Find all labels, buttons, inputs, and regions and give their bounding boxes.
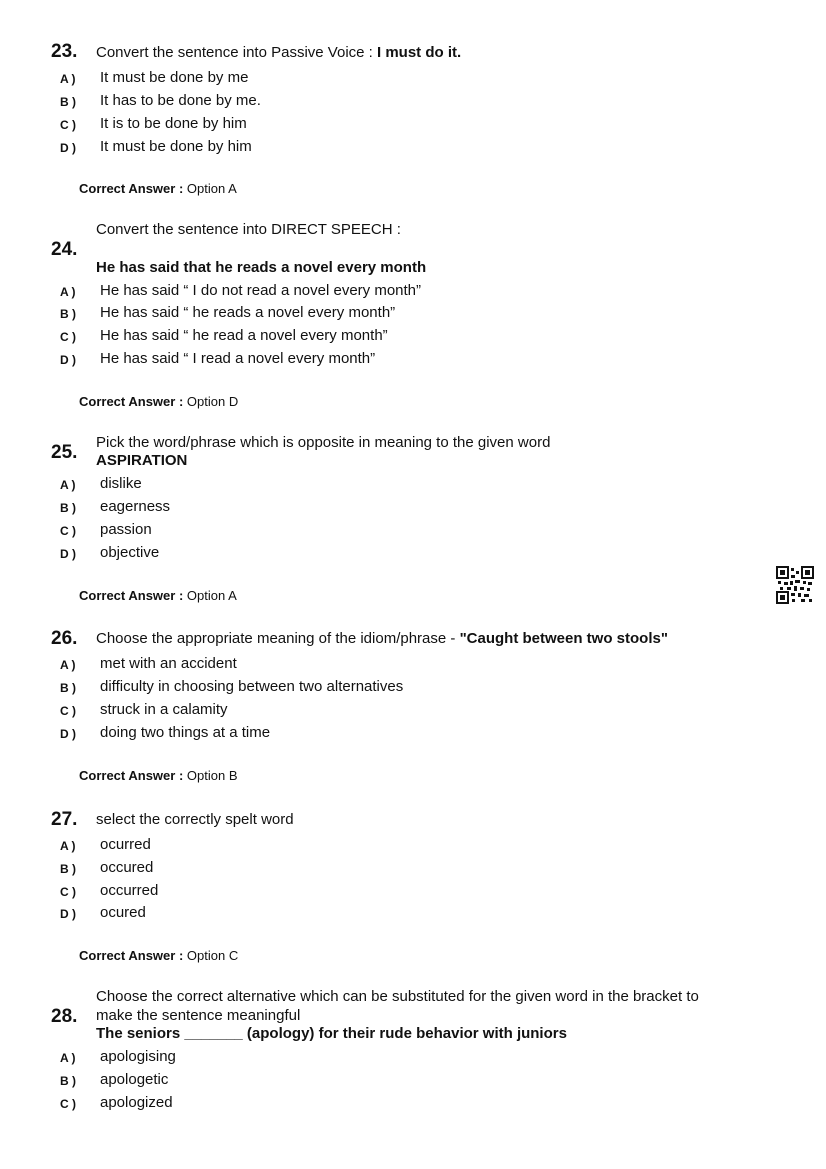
option-label: A ) — [60, 839, 76, 853]
option-text: It must be done by me — [100, 69, 249, 86]
question-highlight: He has said that he reads a novel every month — [96, 259, 427, 276]
question-highlight: ASPIRATION — [96, 452, 188, 469]
option-text: It has to be done by me. — [100, 92, 261, 109]
question-number: 27. — [51, 809, 78, 830]
option-text: occured — [100, 859, 154, 876]
option-text: eagerness — [100, 498, 171, 515]
option-text: It is to be done by him — [100, 115, 247, 132]
question-prompt-line2: make the sentence meaningful — [96, 1007, 301, 1024]
question-prompt: select the correctly spelt word — [96, 811, 294, 828]
question-number: 28. — [51, 1006, 78, 1027]
option-text: dislike — [100, 475, 142, 492]
option-label: D ) — [60, 353, 76, 367]
correct-answer: Correct Answer : Option A — [79, 181, 237, 196]
option-text: It must be done by him — [100, 138, 252, 155]
option-label: C ) — [60, 524, 76, 538]
option-label: D ) — [60, 547, 76, 561]
option-text: apologetic — [100, 1071, 169, 1088]
question-prompt: Convert the sentence into Passive Voice : I must do it. — [96, 44, 462, 61]
correct-answer: Correct Answer : Option D — [79, 394, 239, 409]
question-highlight: I must do it. — [377, 44, 462, 61]
question-prompt: Choose the appropriate meaning of the idiom/phrase - "Caught between two stools" — [96, 630, 668, 647]
option-text: He has said “ I read a novel every month” — [100, 350, 376, 367]
option-text: occurred — [100, 882, 159, 899]
option-label: B ) — [60, 95, 76, 109]
option-text: ocured — [100, 904, 146, 921]
option-text: met with an accident — [100, 655, 237, 672]
option-label: D ) — [60, 907, 76, 921]
option-text: ocurred — [100, 836, 151, 853]
question-prompt: Choose the correct alternative which can be substituted for the given word in the bracket to — [96, 988, 699, 1005]
option-text: objective — [100, 544, 160, 561]
option-label: D ) — [60, 727, 76, 741]
option-label: B ) — [60, 501, 76, 515]
option-label: A ) — [60, 478, 76, 492]
option-text: apologized — [100, 1094, 173, 1111]
option-text: passion — [100, 521, 152, 538]
option-label: B ) — [60, 862, 76, 876]
option-label: B ) — [60, 307, 76, 321]
question-number: 26. — [51, 628, 78, 649]
option-label: C ) — [60, 118, 76, 132]
option-text: apologising — [100, 1048, 176, 1065]
question-prompt: Convert the sentence into DIRECT SPEECH : — [96, 221, 401, 238]
question-number: 25. — [51, 442, 78, 463]
option-text: difficulty in choosing between two alternatives — [100, 678, 404, 695]
option-label: A ) — [60, 1051, 76, 1065]
option-label: A ) — [60, 658, 76, 672]
option-text: He has said “ he read a novel every month” — [100, 327, 388, 344]
question-highlight: The seniors _______ (apology) for their rude behavior with juniors — [96, 1025, 567, 1042]
option-label: D ) — [60, 141, 76, 155]
option-text: doing two things at a time — [100, 724, 271, 741]
question-number: 23. — [51, 41, 78, 62]
question-prompt: Pick the word/phrase which is opposite in meaning to the given word — [96, 434, 551, 451]
correct-answer: Correct Answer : Option A — [79, 588, 237, 603]
option-text: He has said “ I do not read a novel every month” — [100, 282, 422, 299]
question-number: 24. — [51, 239, 78, 260]
option-text: struck in a calamity — [100, 701, 228, 718]
option-label: C ) — [60, 330, 76, 344]
option-label: B ) — [60, 681, 76, 695]
qr-code-icon — [776, 566, 814, 604]
option-label: C ) — [60, 885, 76, 899]
option-label: C ) — [60, 704, 76, 718]
correct-answer: Correct Answer : Option B — [79, 768, 238, 783]
correct-answer: Correct Answer : Option C — [79, 948, 239, 963]
option-label: C ) — [60, 1097, 76, 1111]
question-highlight: "Caught between two stools" — [459, 630, 668, 647]
option-text: He has said “ he reads a novel every month” — [100, 304, 396, 321]
option-label: A ) — [60, 72, 76, 86]
option-label: A ) — [60, 285, 76, 299]
option-label: B ) — [60, 1074, 76, 1088]
